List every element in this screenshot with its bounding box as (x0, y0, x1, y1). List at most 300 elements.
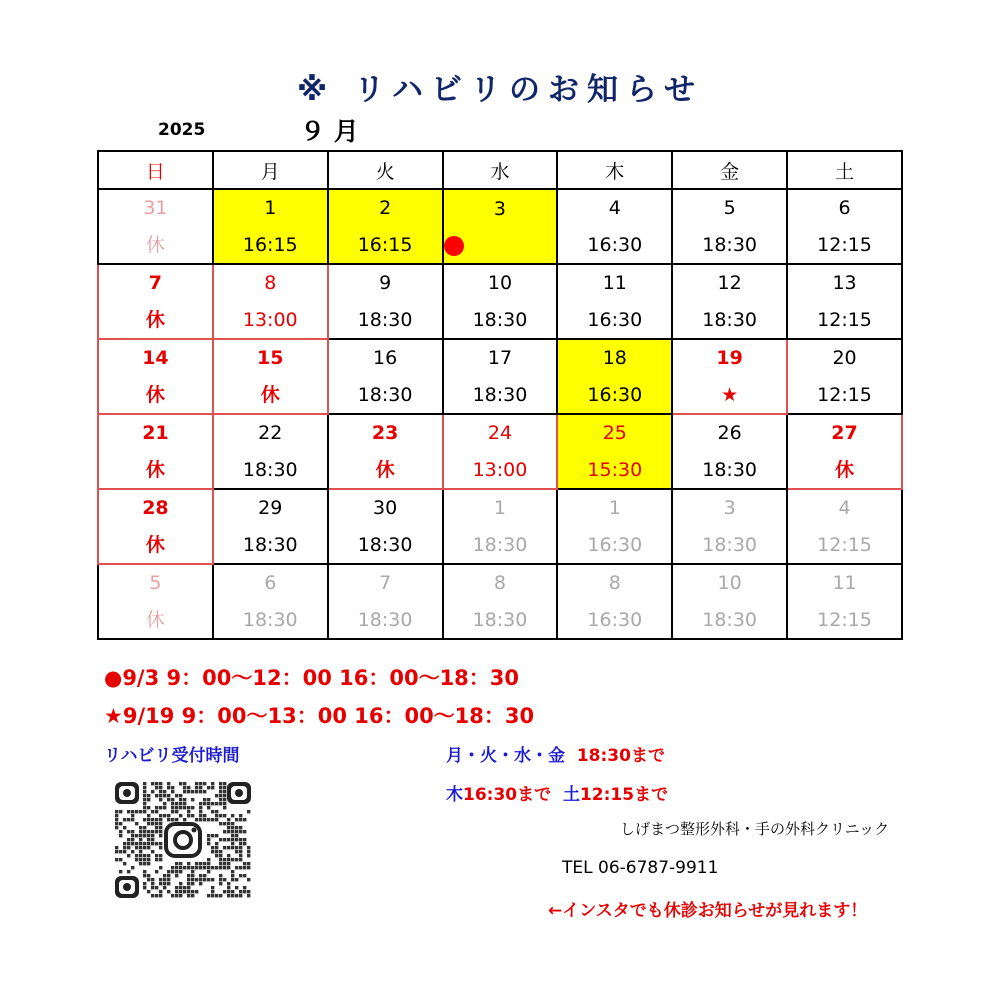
qr-module (247, 862, 250, 865)
qr-module (127, 830, 130, 833)
reception-time: 18:30 (357, 383, 413, 406)
qr-module (143, 874, 146, 877)
reception-time: 13:00 (472, 458, 528, 481)
qr-module (207, 802, 210, 805)
calendar-day-cell (98, 339, 213, 414)
qr-module (155, 786, 158, 789)
note-sep-3: ●9/3 9：00～12：00 16：00～18：30 (104, 666, 520, 690)
qr-module (235, 818, 238, 821)
calendar-day-cell (443, 264, 558, 339)
qr-module (219, 802, 222, 805)
phone-number: TEL 06-6787-9911 (562, 858, 719, 878)
day-number: 26 (717, 422, 742, 445)
day-number: 30 (373, 497, 398, 520)
qr-module (219, 790, 222, 793)
qr-module (239, 866, 242, 869)
qr-module (223, 814, 226, 817)
qr-module (143, 818, 146, 821)
qr-module (199, 874, 202, 877)
qr-module (147, 838, 150, 841)
qr-module (215, 842, 218, 845)
qr-module (235, 838, 238, 841)
qr-module (159, 858, 162, 861)
qr-module (211, 782, 214, 785)
reception-time: 休 (145, 608, 165, 631)
qr-module (179, 862, 182, 865)
qr-module (231, 846, 234, 849)
hours-days: 月・火・水・金 (446, 746, 565, 766)
calendar-day-cell (787, 264, 902, 339)
day-cell-content (673, 190, 786, 263)
red-dot-icon (444, 236, 464, 256)
day-cell-content (444, 415, 557, 488)
calendar-day-cell (672, 264, 787, 339)
qr-module (131, 838, 134, 841)
qr-module (203, 814, 206, 817)
reception-time: 18:30 (472, 308, 528, 331)
qr-module (167, 814, 170, 817)
day-cell-content (444, 265, 557, 338)
qr-module (207, 894, 210, 897)
day-number: 23 (371, 422, 399, 445)
reception-time: 18:30 (357, 308, 413, 331)
qr-finder-bottom-left (115, 876, 139, 898)
qr-module (143, 854, 146, 857)
reception-time: 12:15 (817, 533, 872, 556)
qr-module (187, 886, 190, 889)
day-number: 10 (487, 272, 513, 295)
qr-module (139, 854, 142, 857)
qr-module (211, 786, 214, 789)
qr-module (243, 838, 246, 841)
qr-finder-top-right (227, 782, 251, 804)
qr-module (119, 850, 122, 853)
qr-module (215, 846, 218, 849)
qr-module (195, 818, 198, 821)
qr-module (243, 842, 246, 845)
reception-time: 18:30 (702, 533, 758, 556)
qr-module (223, 790, 226, 793)
qr-module (159, 806, 162, 809)
qr-module (219, 822, 222, 825)
qr-module (151, 878, 154, 881)
qr-module (203, 862, 206, 865)
qr-module (159, 834, 162, 837)
note-sep-19: ★9/19 9：00～13：00 16：00～18：30 (104, 704, 535, 728)
qr-module (123, 862, 126, 865)
clinic-name: しげまつ整形外科・手の外科クリニック (620, 820, 890, 838)
page-title: ※ リハビリのお知らせ (296, 72, 704, 108)
qr-module (159, 790, 162, 793)
qr-module (143, 802, 146, 805)
qr-module (195, 866, 198, 869)
qr-module (199, 882, 202, 885)
reception-time: 18:30 (242, 608, 298, 631)
calendar-day-cell (787, 414, 902, 489)
reception-time: 12:15 (817, 233, 872, 256)
qr-module (235, 834, 238, 837)
qr-module (227, 854, 230, 857)
qr-module (147, 834, 150, 837)
qr-module (219, 854, 222, 857)
qr-module (219, 782, 222, 785)
qr-module (155, 870, 158, 873)
qr-module (203, 802, 206, 805)
qr-module (231, 838, 234, 841)
qr-module (159, 890, 162, 893)
qr-module (243, 886, 246, 889)
day-number: 5 (723, 197, 736, 220)
qr-module (231, 822, 234, 825)
qr-module (143, 806, 146, 809)
qr-module (231, 894, 234, 897)
qr-module (207, 798, 210, 801)
qr-module (139, 858, 142, 861)
calendar-week-row (98, 264, 902, 339)
qr-module (199, 782, 202, 785)
day-number: 4 (608, 197, 621, 220)
instagram-qr-code[interactable] (113, 780, 253, 900)
qr-module (171, 866, 174, 869)
qr-module (195, 786, 198, 789)
reception-time: 15:30 (587, 458, 643, 481)
qr-module (215, 802, 218, 805)
qr-module (143, 810, 146, 813)
day-number: 3 (723, 497, 736, 520)
qr-module (167, 890, 170, 893)
qr-module (143, 886, 146, 889)
reception-time: 16:30 (587, 533, 643, 556)
qr-module (239, 854, 242, 857)
qr-module (199, 786, 202, 789)
qr-module (223, 858, 226, 861)
qr-module (227, 886, 230, 889)
day-cell-content (788, 265, 901, 338)
qr-module (171, 870, 174, 873)
weekday-header: 木 (557, 151, 672, 189)
qr-module (227, 838, 230, 841)
qr-module (143, 794, 146, 797)
reception-time: 18:30 (357, 533, 413, 556)
day-number: 24 (487, 422, 513, 445)
qr-module (155, 810, 158, 813)
qr-module (183, 890, 186, 893)
qr-module (187, 874, 190, 877)
qr-module (247, 894, 250, 897)
qr-module (119, 834, 122, 837)
qr-module (191, 866, 194, 869)
qr-module (139, 842, 142, 845)
qr-module (223, 794, 226, 797)
qr-module (163, 794, 166, 797)
qr-module (127, 870, 130, 873)
qr-module (207, 878, 210, 881)
qr-module (135, 854, 138, 857)
qr-module (231, 826, 234, 829)
qr-module (175, 794, 178, 797)
calendar-week-row (98, 564, 902, 639)
qr-module (187, 866, 190, 869)
qr-module (123, 826, 126, 829)
calendar-day-cell (672, 489, 787, 564)
qr-module (187, 862, 190, 865)
calendar-day-cell (787, 489, 902, 564)
qr-module (143, 870, 146, 873)
qr-module (235, 878, 238, 881)
qr-module (135, 858, 138, 861)
qr-module (123, 850, 126, 853)
qr-module (115, 846, 118, 849)
qr-module (155, 782, 158, 785)
reception-time: 16:15 (357, 233, 413, 256)
qr-module (195, 862, 198, 865)
qr-module (219, 866, 222, 869)
reception-time: 12:15 (817, 608, 872, 631)
qr-module (131, 818, 134, 821)
qr-module (171, 786, 174, 789)
day-cell-content (444, 565, 557, 638)
qr-module (115, 822, 118, 825)
qr-module (239, 890, 242, 893)
day-cell-content (444, 490, 557, 563)
calendar-day-cell (787, 564, 902, 639)
day-cell-content (673, 415, 786, 488)
qr-module (227, 882, 230, 885)
qr-module (147, 890, 150, 893)
qr-module (155, 818, 158, 821)
qr-module (215, 894, 218, 897)
qr-module (227, 866, 230, 869)
reception-time: 13:00 (242, 308, 298, 331)
qr-module (183, 806, 186, 809)
calendar-week-row (98, 489, 902, 564)
reception-time: 18:30 (472, 608, 528, 631)
qr-module (175, 806, 178, 809)
qr-module (155, 894, 158, 897)
qr-module (159, 830, 162, 833)
qr-module (167, 818, 170, 821)
qr-module (155, 858, 158, 861)
qr-module (219, 794, 222, 797)
qr-module (123, 842, 126, 845)
qr-module (171, 818, 174, 821)
qr-module (151, 886, 154, 889)
reception-time: 16:30 (587, 308, 643, 331)
qr-module (127, 818, 130, 821)
reception-time: 18:30 (702, 458, 758, 481)
day-cell-content (99, 415, 212, 488)
qr-module (215, 834, 218, 837)
day-cell-content (214, 490, 327, 563)
qr-module (147, 854, 150, 857)
qr-module (183, 786, 186, 789)
reception-time: 18:30 (702, 308, 758, 331)
qr-module (163, 806, 166, 809)
qr-module (119, 858, 122, 861)
reception-time: 16:30 (587, 383, 643, 406)
qr-module (171, 802, 174, 805)
qr-module (235, 850, 238, 853)
qr-module (239, 846, 242, 849)
calendar-body (98, 189, 902, 639)
qr-module (143, 842, 146, 845)
day-cell-content (444, 190, 557, 263)
reception-time: 18:30 (357, 608, 413, 631)
qr-module (127, 810, 130, 813)
weekday-header: 日 (98, 151, 213, 189)
qr-module (155, 886, 158, 889)
qr-module (247, 866, 250, 869)
day-number: 2 (379, 197, 392, 220)
qr-module (119, 822, 122, 825)
qr-module (239, 842, 242, 845)
qr-module (159, 894, 162, 897)
qr-module (155, 806, 158, 809)
qr-module (211, 818, 214, 821)
qr-module (159, 854, 162, 857)
qr-module (187, 890, 190, 893)
qr-module (135, 842, 138, 845)
qr-module (183, 802, 186, 805)
day-number: 1 (264, 197, 277, 220)
qr-module (115, 858, 118, 861)
qr-module (179, 890, 182, 893)
qr-module (183, 790, 186, 793)
qr-module (119, 810, 122, 813)
qr-module (167, 794, 170, 797)
reception-time: 休 (145, 383, 165, 406)
calendar-day-cell (213, 264, 328, 339)
calendar-day-cell (787, 189, 902, 264)
day-number: 15 (257, 347, 284, 370)
day-cell-content (673, 490, 786, 563)
calendar-week-row (98, 339, 902, 414)
qr-module (191, 874, 194, 877)
day-cell-content (214, 565, 327, 638)
day-number: 21 (142, 422, 169, 445)
month-label: ９ 月 (300, 117, 359, 146)
calendar-day-cell (328, 414, 443, 489)
reception-hours-label: リハビリ受付時間 (104, 746, 240, 766)
qr-module (235, 886, 238, 889)
qr-module (187, 790, 190, 793)
instagram-icon (163, 822, 203, 858)
qr-module (199, 814, 202, 817)
qr-module (203, 782, 206, 785)
qr-module (131, 834, 134, 837)
qr-module (147, 846, 150, 849)
day-cell-content (329, 415, 442, 488)
qr-module (159, 794, 162, 797)
qr-module (139, 862, 142, 865)
qr-module (227, 830, 230, 833)
day-number: 8 (608, 572, 621, 595)
calendar-day-cell (98, 189, 213, 264)
hours-time: 18:30まで (576, 746, 665, 766)
qr-module (115, 826, 118, 829)
qr-module (179, 798, 182, 801)
qr-module (135, 834, 138, 837)
qr-module (143, 786, 146, 789)
day-number: 6 (838, 197, 851, 220)
calendar-day-cell (328, 264, 443, 339)
qr-module (179, 894, 182, 897)
qr-module (179, 802, 182, 805)
qr-module (211, 894, 214, 897)
qr-module (155, 822, 158, 825)
calendar-day-cell (672, 564, 787, 639)
qr-module (195, 782, 198, 785)
qr-module (151, 882, 154, 885)
day-number: 4 (838, 497, 851, 520)
weekday-header: 火 (328, 151, 443, 189)
qr-module (131, 866, 134, 869)
qr-module (143, 790, 146, 793)
qr-module (179, 886, 182, 889)
day-cell-content (558, 190, 671, 263)
qr-module (203, 866, 206, 869)
qr-module (203, 790, 206, 793)
qr-module (115, 810, 118, 813)
qr-module (187, 814, 190, 817)
day-cell-content (788, 190, 901, 263)
reception-time: 休 (145, 233, 165, 256)
day-cell-content (673, 340, 786, 413)
qr-module (199, 802, 202, 805)
qr-module (179, 866, 182, 869)
qr-module (211, 802, 214, 805)
qr-module (151, 838, 154, 841)
calendar-day-cell (557, 489, 672, 564)
qr-module (179, 814, 182, 817)
qr-module (191, 882, 194, 885)
qr-module (171, 894, 174, 897)
qr-module (159, 826, 162, 829)
qr-module (235, 894, 238, 897)
qr-module (115, 850, 118, 853)
qr-module (123, 846, 126, 849)
day-cell-content (558, 490, 671, 563)
qr-module (139, 834, 142, 837)
qr-module (131, 814, 134, 817)
qr-module (183, 818, 186, 821)
day-number: 10 (717, 572, 742, 595)
calendar-day-cell (443, 339, 558, 414)
qr-module (151, 830, 154, 833)
qr-module (175, 802, 178, 805)
qr-module (131, 842, 134, 845)
qr-module (211, 846, 214, 849)
qr-module (219, 838, 222, 841)
qr-module (243, 818, 246, 821)
qr-module (235, 846, 238, 849)
qr-module (127, 842, 130, 845)
qr-module (183, 782, 186, 785)
reception-time: 18:30 (242, 458, 298, 481)
qr-module (175, 818, 178, 821)
reception-time: 休 (145, 458, 165, 481)
qr-module (219, 858, 222, 861)
qr-module (139, 850, 142, 853)
qr-module (175, 866, 178, 869)
qr-module (183, 798, 186, 801)
qr-module (167, 870, 170, 873)
qr-module (159, 814, 162, 817)
qr-module (151, 894, 154, 897)
calendar-day-cell (213, 564, 328, 639)
qr-module (223, 802, 226, 805)
qr-module (123, 818, 126, 821)
